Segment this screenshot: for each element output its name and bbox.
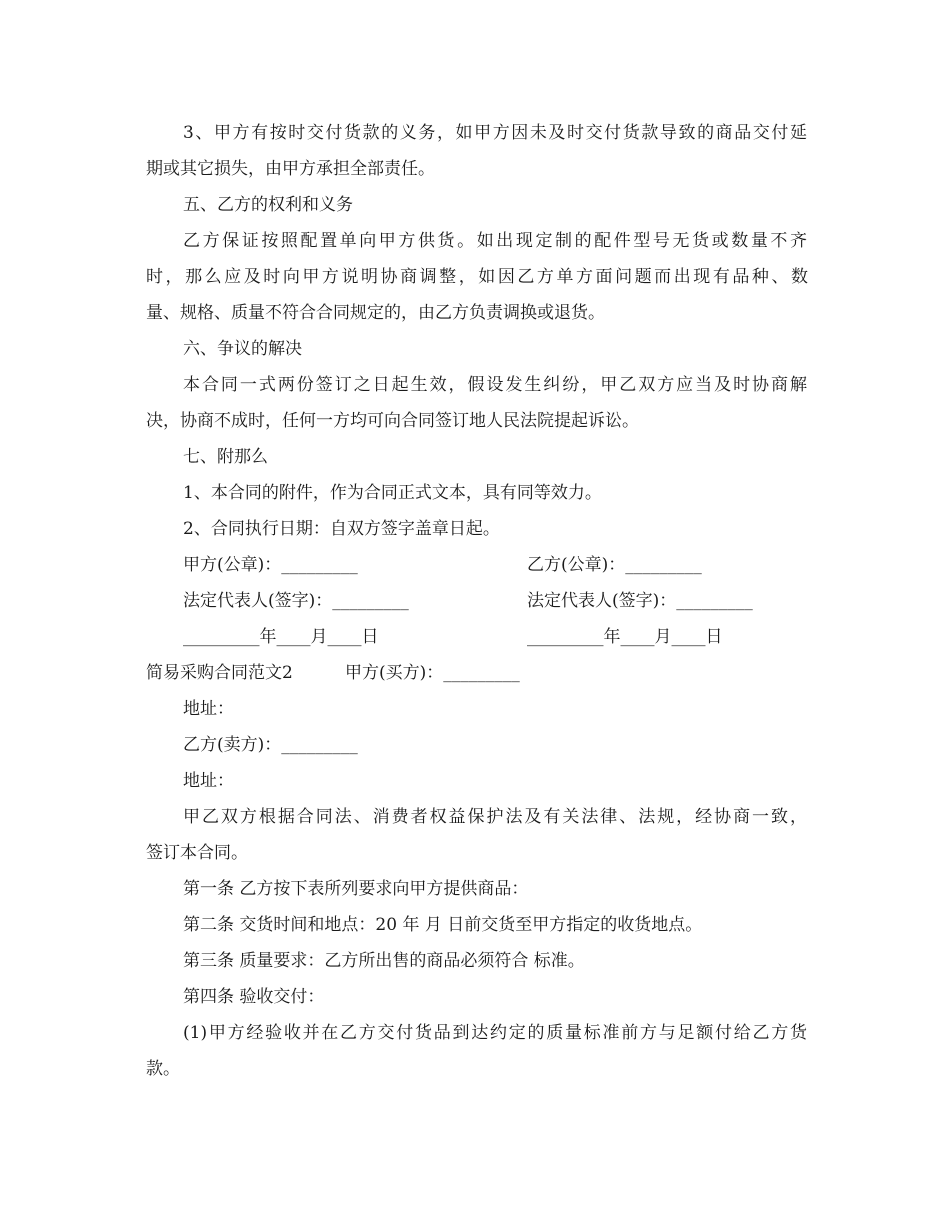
buyer-field: 甲方(买方)：_________ <box>345 663 520 683</box>
paragraph-line: 1、本合同的附件，作为合同正式文本，具有同等效力。 <box>183 483 602 503</box>
article-line: 第一条 乙方按下表所列要求向甲方提供商品： <box>183 879 529 899</box>
article-line: 第四条 验收交付： <box>183 987 325 1007</box>
section-heading: 五、乙方的权利和义务 <box>183 195 353 215</box>
contract2-heading: 简易采购合同范文2 <box>146 663 293 683</box>
paragraph-line: 3、甲方有按时交付货款的义务，如甲方因未及时交付货款导致的商品交付延 <box>183 123 807 143</box>
section-heading: 七、附那么 <box>183 447 268 467</box>
seller-field: 乙方(卖方)：_________ <box>183 735 358 755</box>
article-line: 第二条 交货时间和地点：20 年 月 日前交货至甲方指定的收货地点。 <box>183 915 703 935</box>
paragraph-line: 时，那么应及时向甲方说明协商调整，如因乙方单方面问题而出现有品种、数 <box>146 267 808 287</box>
party-a-date-field: _________年____月____日 <box>183 627 379 647</box>
party-a-representative-field: 法定代表人(签字)：_________ <box>183 591 409 611</box>
seller-address-field: 地址： <box>183 771 234 791</box>
paragraph-line: 乙方保证按照配置单向甲方供货。如出现定制的配件型号无货或数量不齐 <box>183 231 807 251</box>
paragraph-line: 期或其它损失，由甲方承担全部责任。 <box>146 159 435 179</box>
paragraph-line: 签订本合同。 <box>146 843 248 863</box>
paragraph-line: 2、合同执行日期：自双方签字盖章日起。 <box>183 519 500 539</box>
clause-line: (1)甲方经验收并在乙方交付货品到达约定的质量标准前方与足额付给乙方货 <box>183 1023 807 1043</box>
article-line: 第三条 质量要求：乙方所出售的商品必须符合 标准。 <box>183 951 585 971</box>
party-b-date-field: _________年____月____日 <box>527 627 723 647</box>
paragraph-line: 量、规格、质量不符合合同规定的，由乙方负责调换或退货。 <box>146 303 605 323</box>
paragraph-line: 决，协商不成时，任何一方均可向合同签订地人民法院提起诉讼。 <box>146 411 639 431</box>
party-b-seal-field: 乙方(公章)：_________ <box>527 555 702 575</box>
party-a-seal-field: 甲方(公章)：_________ <box>183 555 358 575</box>
buyer-address-field: 地址： <box>183 699 234 719</box>
party-b-representative-field: 法定代表人(签字)：_________ <box>527 591 753 611</box>
paragraph-line: 甲乙双方根据合同法、消费者权益保护法及有关法律、法规，经协商一致， <box>183 807 807 827</box>
clause-line: 款。 <box>146 1059 180 1079</box>
paragraph-line: 本合同一式两份签订之日起生效，假设发生纠纷，甲乙双方应当及时协商解 <box>183 375 807 395</box>
section-heading: 六、争议的解决 <box>183 339 302 359</box>
